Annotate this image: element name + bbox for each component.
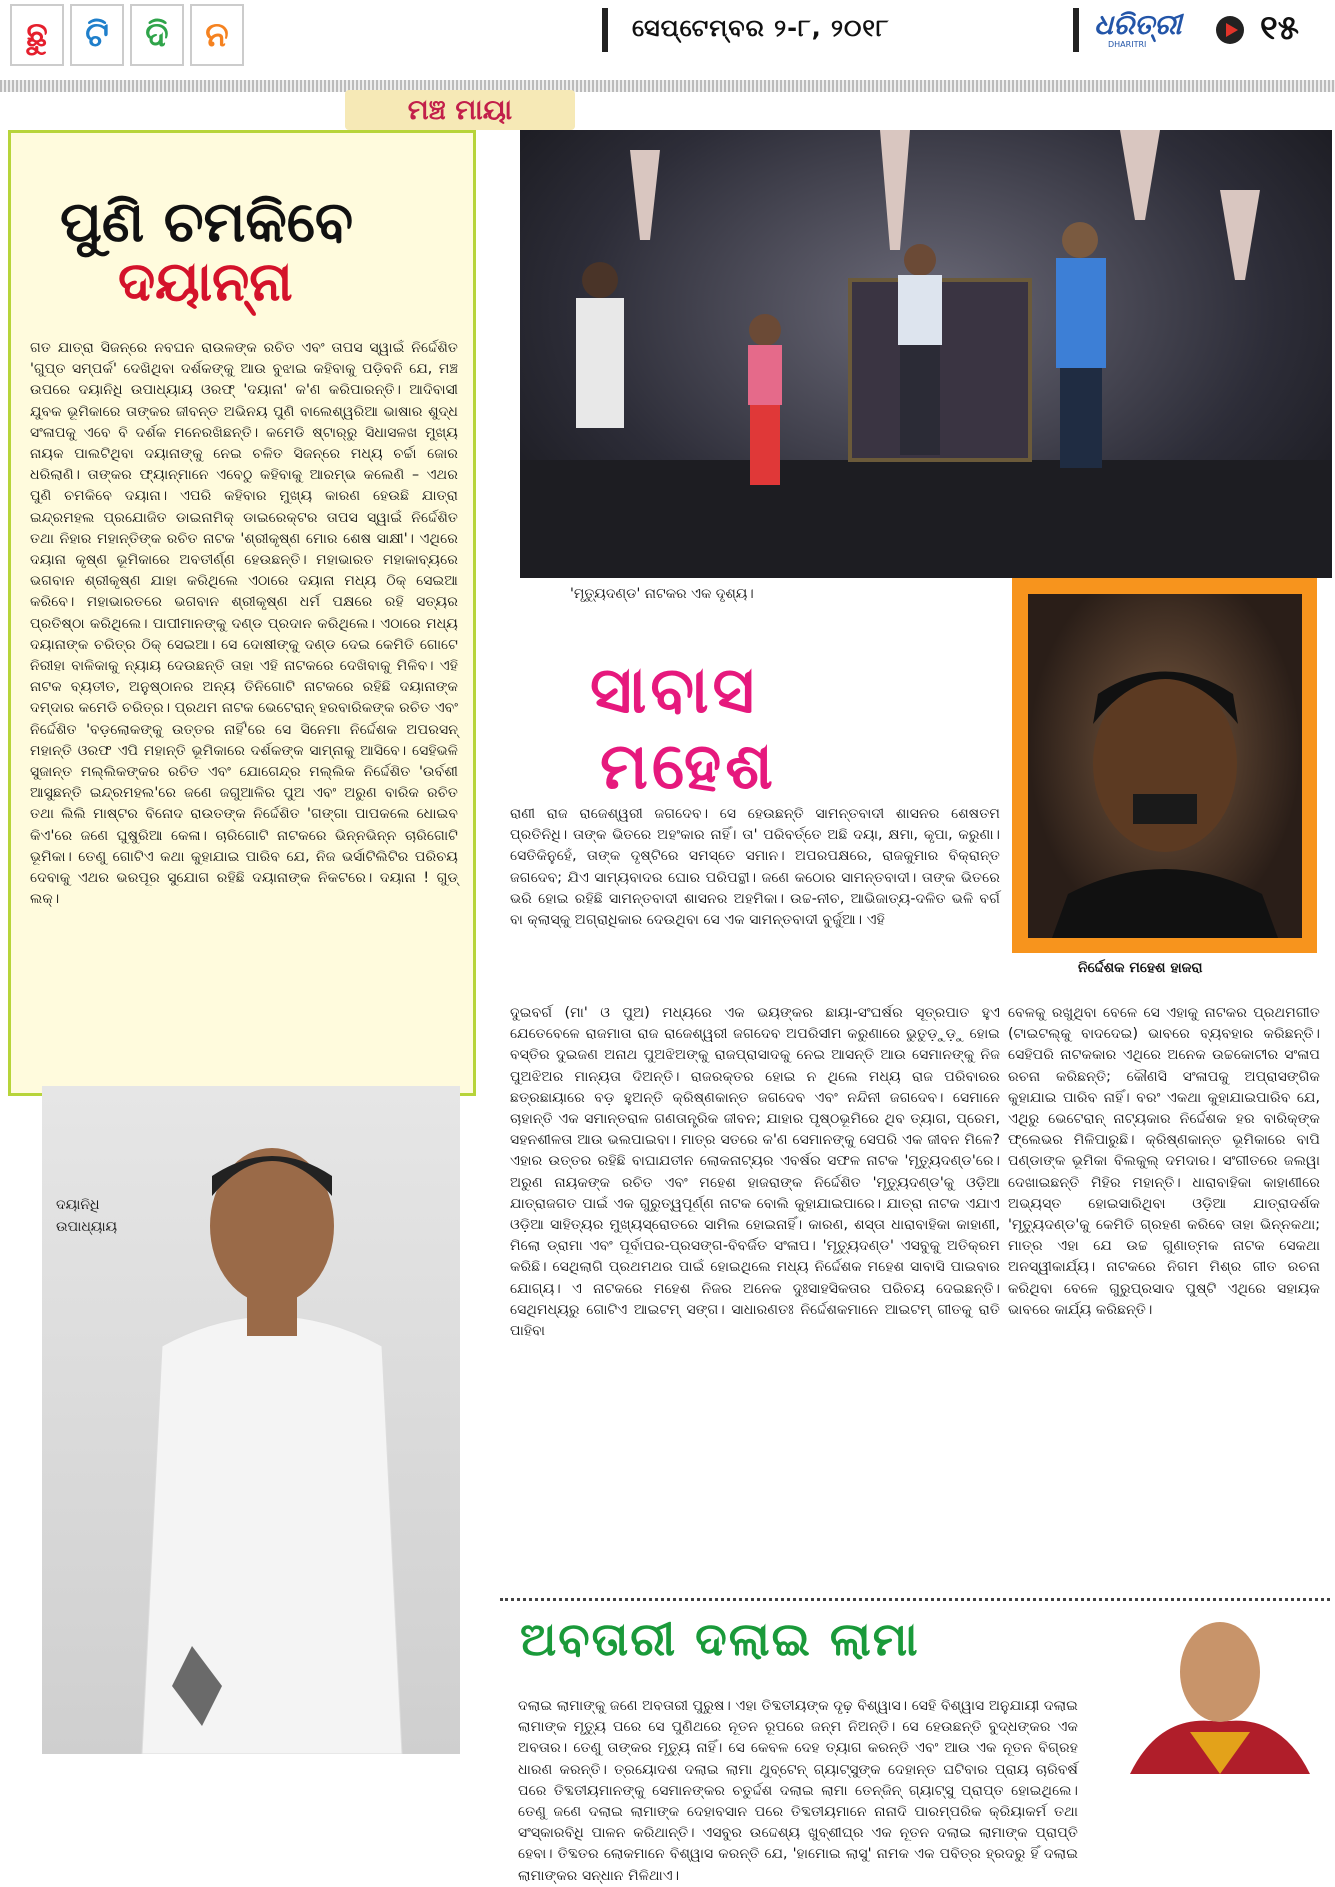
left-story-body <box>30 338 458 910</box>
section-tag: ମଞ୍ଚ ମାୟା <box>345 90 575 130</box>
actor-photo-caption <box>56 1194 117 1238</box>
bottom-story-body <box>518 1696 1078 1887</box>
caption-line: ଉପାଧ୍ୟାୟ <box>56 1219 118 1235</box>
director-figure <box>1028 594 1302 938</box>
director-portrait <box>1028 594 1302 938</box>
stage-scene <box>520 130 1332 578</box>
play-icon <box>1216 16 1244 44</box>
main-story-body-top <box>510 804 1000 931</box>
brand-letter-3: ଦି <box>130 4 184 66</box>
brand-letter-2: ଟି <box>70 4 124 66</box>
issue-date: ସେପ୍ଟେମ୍ବର ୨-୮, ୨୦୧୮ <box>632 14 890 42</box>
actor-figure <box>42 1086 460 1754</box>
bottom-story-text: ଦଲାଇ ଲାମାଙ୍କୁ ଜଣେ ଅବତାରୀ ପୁରୁଷ। ଏହା ତିବ୍ଦତୀୟଙ୍କ ଦୃଢ଼ ବିଶ୍ୱାସ। ସେହି ବିଶ୍ୱାସ ଅନୁଯାୟୀ ଦଲାଇ ଲାମାଙ୍କ ମୃତ୍ୟୁ ପରେ ସେ ପୁଣିଥରେ ନୂତନ ରୂପରେ ଜନ୍ମ ନିଅନ୍ତି। ସେ ହେଉଛନ୍ତି ବୁଦ୍ଧଙ୍କର ଏକ ଅବତାର। ତେଣୁ ତାଙ୍କର ମୃତ୍ୟୁ ନାହିଁ। ସେ କେବଳ ଦେହ ତ୍ୟାଗ କରନ୍ତି ଏବଂ ଆଉ ଏକ ନୂତନ ବିଗ୍ରହ ଧାରଣ କରନ୍ତି। ତ୍ରୟୋଦଶ ଦଲାଇ ଲାମା ଥୁବ୍‌ଟେନ୍ ଗ୍ୟାଟ୍ସୁଙ୍କ ଦେହାନ୍ତ ଘଟିବାର ପ୍ରାୟ ଚାରିବର୍ଷ ପରେ ତିବ୍ଦତୀୟମାନଙ୍କୁ ସେମାନଙ୍କର ଚତୁର୍ଦ୍ଦଶ ଦଲାଇ ଲାମା ତେନ୍‌ଜିନ୍ ଗ୍ୟାଟ୍ସୁ ପ୍ରାପ୍ତ ହୋଇଥିଲେ। ତେଣୁ ଜଣେ ଦଲାଇ ଲାମାଙ୍କ ଦେହାବସାନ ପରେ ତିବ୍ଦତୀୟମାନେ ନାନାଦି ପାରମ୍ପରିକ କ୍ରିୟାକର୍ମ ତଥା ସଂସ୍କାରବିଧି ପାଳନ କରିଥାନ୍ତି। ଏସବୁର ଉଦ୍ଦେଶ୍ୟ ଖୁବ୍‌ଶୀଘ୍ର ଏକ ନୂତନ ଦଲାଇ ଲାମାଙ୍କ ପ୍ରାପ୍ତି ହେବା। ତିବ୍ଦତର ଲୋକମାନେ ବିଶ୍ୱାସ କରନ୍ତି ଯେ, 'ହାମୋଇ ଲାସୁ' ନାମକ ଏକ ପବିତ୍ର ହ୍ରଦରୁ ହିଁ ଦଲାଇ ଲାମାଙ୍କର ସନ୍ଧାନ ମିଳିଥାଏ। <box>518 1698 1078 1884</box>
section-divider <box>500 1598 1330 1601</box>
dalai-lama-photo <box>1090 1612 1330 1774</box>
main-story-body-right <box>1008 1003 1320 1321</box>
page-number: ୧୫ <box>1260 8 1299 48</box>
director-portrait-caption: ନିର୍ଦ୍ଦେଶକ ମହେଶ ହାଜରା <box>1078 960 1203 976</box>
header-rule <box>0 80 1335 92</box>
stage-photo-caption: 'ମୃତ୍ୟୁଦଣ୍ଡ' ନାଟକର ଏକ ଦୃଶ୍ୟ। <box>570 586 754 602</box>
stage-scene-photo <box>520 130 1332 578</box>
left-story-text: ଗତ ଯାତ୍ରା ସିଜନ୍‌ରେ ନବଘନ ରାଉଳଙ୍କ ରଚିତ ଏବଂ ତାପସ ସ୍ୱାଇଁ ନିର୍ଦ୍ଦେଶିତ 'ଗୁପ୍ତ ସମ୍ପର୍କ' ଦେଖିଥିବା ଦର୍ଶକଙ୍କୁ ଆଉ ବୁଝାଇ କହିବାକୁ ପଡ଼ିବନି ଯେ, ମଞ୍ଚ ଉପରେ ଦୟାନିଧି ଉପାଧ୍ୟାୟ ଓରଫ୍ 'ଦୟାନା' କ'ଣ କରିପାରନ୍ତି। ଆଦିବାସୀ ଯୁବକ ଭୂମିକାରେ ତାଙ୍କର ଜୀବନ୍ତ ଅଭିନୟ ପୁଣି ବାଲେଶ୍ୱରିଆ ଭାଷାର ଶୁଦ୍ଧ ସଂଳାପକୁ ଏବେ ବି ଦର୍ଶକ ମନେରଖିଛନ୍ତି। କମେଡି ଷ୍ଟାର୍‌ରୁ ସିଧାସଳଖ ମୁଖ୍ୟ ନାୟକ ପାଲଟିଥିବା ଦୟାନାଙ୍କୁ ନେଇ ଚଳିତ ସିଜନ୍‌ରେ ମଧ୍ୟ ଚର୍ଚ୍ଚା ଜୋର ଧରିଲାଣି। ତାଙ୍କର ଫ୍ୟାନ୍‌ମାନେ ଏବେଠୁ କହିବାକୁ ଆରମ୍ଭ କଲେଣି – ଏଥର ପୁଣି ଚମକିବେ ଦୟାନା। ଏପରି କହିବାର ମୁଖ୍ୟ କାରଣ ହେଉଛି ଯାତ୍ରା ଇନ୍ଦ୍ରମହଲ ପ୍ରଯୋଜିତ ଡାଇନାମିକ୍ ଡାଇରେକ୍ଟର ତାପସ ସ୍ୱାଇଁ ନିର୍ଦ୍ଦେଶିତ ତଥା ନିହାର ମହାନ୍ତିଙ୍କ ରଚିତ ନାଟକ 'ଶ୍ରୀକୃଷ୍ଣ ମୋର ଶେଷ ସାକ୍ଷୀ'। ଏଥିରେ ଦୟାନା କୃଷ୍ଣ ଭୂମିକାରେ ଅବତୀର୍ଣ୍ଣ ହେଉଛନ୍ତି। ମହାଭାରତ ମହାକାବ୍ୟରେ ଭଗବାନ ଶ୍ରୀକୃଷ୍ଣ ଯାହା କରିଥିଲେ ଏଠାରେ ଦୟାନା ମଧ୍ୟ ଠିକ୍ ସେଇଆ କରିବେ। ମହାଭାରତରେ ଭଗବାନ ଶ୍ରୀକୃଷ୍ଣ ଧର୍ମ ପକ୍ଷରେ ରହି ସତ୍ୟର ପ୍ରତିଷ୍ଠା କରିଥିଲେ। ପାପୀମାନଙ୍କୁ ଦଣ୍ଡ ପ୍ରଦାନ କରିଥିଲେ। ଏଠାରେ ମଧ୍ୟ ଦୟାନାଙ୍କ ଚରିତ୍ର ଠିକ୍ ସେଇଆ। ସେ ଦୋଷୀଙ୍କୁ ଦଣ୍ଡ ଦେଇ କେମିତି ଗୋଟେ ନିରୀହା ବାଳିକାକୁ ନ୍ୟାୟ ଦେଉଛନ୍ତି ତାହା ଏହି ନାଟକରେ ଦେଖିବାକୁ ମିଳିବ। ଏହି ନାଟକ ବ୍ୟତୀତ, ଅନୁଷ୍ଠାନର ଅନ୍ୟ ତିନିଗୋଟି ନାଟକରେ ରହିଛି ଦୟାନାଙ୍କ ଦମ୍‌ଦାର କମେଡି ଚରିତ୍ର। ପ୍ରଥମ ନାଟକ ଭେଟେରାନ୍ ହରବାରିକଙ୍କ ରଚିତ ଏବଂ ନିର୍ଦ୍ଦେଶିତ 'ବଡ଼ଲୋକଙ୍କୁ ଉତ୍ତର ନାହିଁ'ରେ ସେ ସିନେମା ନିର୍ଦ୍ଦେଶକ ଅପରସନ୍ ମହାନ୍ତି ଓରଫ ଏପି ମହାନ୍ତି ଭୂମିକାରେ ଦର୍ଶକଙ୍କ ସାମ୍ନାକୁ ଆସିବେ। ସେହିଭଳି ସୁଜାନ୍ତ ମଲ୍ଲିକଙ୍କର ରଚିତ ଏବଂ ଯୋଗେନ୍ଦ୍ର ମଲ୍ଲିକ ନିର୍ଦ୍ଦେଶିତ 'ଉର୍ବଶୀ ଆସୁଛନ୍ତି ଇନ୍ଦ୍ରମହଲ'ରେ ଜଣେ ଜଗୁଆଳିର ପୁଅ ଏବଂ ଅରୁଣ ବାରିକ ରଚିତ ତଥା ଲିଲି ମାଷ୍ଟର ବିନୋଦ ରାଉତଙ୍କ ନିର୍ଦ୍ଦେଶିତ 'ଗଙ୍ଗା ପାପକଲେ ଧୋଇବ କିଏ'ରେ ଜଣେ ଘୁଷୁରିଆ କେଳା। ଚାରିଗୋଟି ନାଟକରେ ଭିନ୍ନଭିନ୍ନ ଚାରିଗୋଟି ଭୂମିକା। ତେଣୁ ଗୋଟିଏ କଥା କୁହାଯାଇ ପାରିବ ଯେ, ନିଜ ଭର୍ସାଟିଲିଟିର ପରିଚୟ ଦେବାକୁ ଏଥର ଭରପୂର ସୁଯୋଗ ରହିଛି ଦୟାନାଙ୍କ ନିକଟରେ। ଦୟାନା ! ଗୁଡ୍ ଲକ୍। <box>30 340 459 908</box>
actor-photo <box>42 1086 460 1754</box>
main-story-body-bottom <box>510 1003 1000 1342</box>
publication-logo: ଧରିତ୍ରୀ <box>1094 8 1182 41</box>
main-story-text: ବେଳକୁ ରଖୁଥିବା ବେଳେ ସେ ଏହାକୁ ନାଟକର ପ୍ରଥମଗୀତ (ଟାଇଟଲ୍‌କୁ ବାଦଦେଇ) ଭାବରେ ବ୍ୟବହାର କରିଛନ୍ତି। ସେହିପରି ନାଟକକାର ଏଥିରେ ଅନେକ ଉଚ୍ଚକୋଟୀର ସଂଳାପ ରଚନା କରିଛନ୍ତି; କୌଣସି ସଂଳାପକୁ ଅପ୍ରାସଙ୍ଗିକ କୁହାଯାଇ ପାରିବ ନାହିଁ। ବରଂ ଏକଥା କୁହାଯାଇପାରିବ ଯେ, ଏଥିରୁ ଭେଟେରାନ୍ ନାଟ୍ୟକାର ନିର୍ଦ୍ଦେଶକ ହର ବାରିକ୍‌ଙ୍କ ଫ୍ଲେଭର ମିଳିପାରୁଛି। କ୍ରିଷ୍ଣକାନ୍ତ ଭୂମିକାରେ ବାପି ପଣ୍ଡାଙ୍କ ଭୂମିକା ବିଲକୁଲ୍ ଦମଦାର। ସଂଗୀତରେ ଜଲୱା ଦେଖାଇଛନ୍ତି ମିହିର ମହାନ୍ତି। ଧାରାବାହିକା କାହାଣୀରେ ଅଭ୍ୟସ୍ତ ହୋଇସାରିଥିବା ଓଡ଼ିଆ ଯାତ୍ରାଦର୍ଶକ 'ମୃତ୍ୟୁଦଣ୍ଡ'କୁ କେମିତି ଗ୍ରହଣ କରିବେ ତାହା ଭିନ୍ନକଥା; ମାତ୍ର ଏହା ଯେ ଉଚ୍ଚ ଗୁଣାତ୍ମକ ନାଟକ ସେକଥା ଅନସ୍ୱୀକାର୍ଯ୍ୟ। ନାଟକରେ ନିଗମ ମିଶ୍ର ଗୀତ ରଚନା କରିଥିବା ବେଳେ ଗୁରୁପ୍ରସାଦ ପୁଷ୍ଟି ଏଥିରେ ସହାୟକ ଭାବରେ କାର୍ଯ୍ୟ କରିଛନ୍ତି। <box>1008 1005 1320 1318</box>
main-headline-line1: ସାବାସ <box>590 654 759 728</box>
dalai-lama-figure <box>1090 1612 1330 1774</box>
caption-line: ଦୟାନିଧି <box>56 1197 100 1213</box>
brand-letter-4: ନ <box>190 4 244 66</box>
left-headline-line2: ଦୟାନ୍ନା <box>118 250 293 313</box>
publication-logo-sub: DHARITRI <box>1108 40 1147 49</box>
main-story-text: ରାଣୀ ରାଜ ରାଜେଶ୍ୱରୀ ଜଗଦେବ। ସେ ହେଉଛନ୍ତି ସାମନ୍ତବାଦୀ ଶାସନର ଶେଷତମ ପ୍ରତିନିଧି। ତାଙ୍କ ଭିତରେ ଅହଂକାର ନାହିଁ। ତା' ପରିବର୍ତ୍ତେ ଅଛି ଦୟା, କ୍ଷମା, କୃପା, କରୁଣା। ସେତିକିନୁହେଁ, ତାଙ୍କ ଦୃଷ୍ଟିରେ ସମସ୍ତେ ସମାନ। ଅପରପକ୍ଷରେ, ରାଜକୁମାର ବିକ୍ରାନ୍ତ ଜଗଦେବ; ଯିଏ ସାମ୍ୟବାଦର ଘୋର ପରିପନ୍ଥୀ। ଜଣେ କଠୋର ସାମନ୍ତବାଦୀ। ତାଙ୍କ ଭିତରେ ଭରି ହୋଇ ରହିଛି ସାମନ୍ତବାଦୀ ଶାସନର ଅହମିକା। ଉଚ୍ଚ-ନୀଚ, ଆଭିଜାତ୍ୟ-ଦଳିତ ଭଳି ବର୍ଗ ବା କ୍ଲାସ୍‌କୁ ଅଗ୍ରାଧିକାର ଦେଉଥିବା ସେ ଏକ ସାମନ୍ତବାଦୀ ବୁର୍ଜୁଆ। ଏହି <box>510 806 1000 929</box>
brand-letter-1: ଛୁ <box>10 4 64 66</box>
bottom-headline: ଅବତାରୀ ଦଲାଇ ଲାମା <box>520 1612 920 1666</box>
header-divider <box>602 8 608 52</box>
left-headline-line1: ପୁଣି ଚମକିବେ <box>60 190 354 255</box>
newspaper-brand <box>10 4 244 66</box>
main-headline-line2: ମହେଶ <box>600 730 777 804</box>
header-divider <box>1073 8 1079 52</box>
main-story-text: ଦୁଇବର୍ଗ (ମା' ଓ ପୁଅ) ମଧ୍ୟରେ ଏକ ଭୟଙ୍କର ଛାୟା-ସଂଘର୍ଷର ସୂତ୍ରପାତ ହୁଏ ଯେତେବେଳେ ରାଜମାତା ରାଜ ରାଜେଶ୍ୱରୀ ଜଗଦେବ ଅପରିସୀମ କରୁଣାରେ ଭୁତୁଡ଼ୁଡ଼ୁ ହୋଇ ବସ୍ତିର ଦୁଇଜଣ ଅନାଥ ପୁଅଝିଅଙ୍କୁ ରାଜପ୍ରାସାଦକୁ ନେଇ ଆସନ୍ତି ଆଉ ସେମାନଙ୍କୁ ନିଜ ପୁଅଝିଅର ମାନ୍ୟତା ଦିଅନ୍ତି। ରାଜରକ୍ତର ହୋଇ ନ ଥିଲେ ମଧ୍ୟ ରାଜ ପରିବାରର ଛତ୍ରଛାୟାରେ ବଡ଼ ହୁଅନ୍ତି କ୍ରିଷ୍ଣକାନ୍ତ ଜଗଦେବ ଏବଂ ନନ୍ଦିନୀ ଜଗଦେବ। ସେମାନେ ଚାହାନ୍ତି ଏକ ସମାନ୍ତରାଳ ଗଣତାନ୍ତ୍ରିକ ଜୀବନ; ଯାହାର ପୃଷ୍ଠଭୂମିରେ ଥିବ ତ୍ୟାଗ, ପ୍ରେମ, ସହନଶୀଳତା ଆଉ ଭଲପାଇବା। ମାତ୍ର ସତରେ କ'ଣ ସେମାନଙ୍କୁ ସେପରି ଏକ ଜୀବନ ମିଳେ? ଏହାର ଉତ୍ତର ରହିଛି ବାଘାଯତୀନ ଲୋକନାଟ୍ୟର ଏବର୍ଷର ସଫଳ ନାଟକ 'ମୃତ୍ୟୁଦଣ୍ଡ'ରେ। ଅରୁଣ ନାୟକଙ୍କ ରଚିତ ଏବଂ ମହେଶ ହାଜରାଙ୍କ ନିର୍ଦ୍ଦେଶିତ 'ମୃତ୍ୟୁଦଣ୍ଡ'କୁ ଓଡ଼ିଆ ଯାତ୍ରାଜଗତ ପାଇଁ ଏକ ଗୁରୁତ୍ୱପୂର୍ଣ୍ଣ ନାଟକ ବୋଲି କୁହାଯାଇପାରେ। ଯାତ୍ରା ନାଟକ ଏଯାଏ ଓଡ଼ିଆ ସାହିତ୍ୟର ମୁଖ୍ୟସ୍ରୋତରେ ସାମିଲ ହୋଇନାହିଁ। କାରଣ, ଶସ୍ତା ଧାରାବାହିକା କାହାଣୀ, ମିଲୋ ଡ୍ରାମା ଏବଂ ପୂର୍ବାପର-ପ୍ରସଙ୍ଗ-ବିବର୍ଜିତ ସଂଳାପ। 'ମୃତ୍ୟୁଦଣ୍ଡ' ଏସବୁକୁ ଅତିକ୍ରମ କରିଛି। ସେଥିଲାଗି ପ୍ରଥମଥର ପାଇଁ ହୋଇଥିଲେ ମଧ୍ୟ ନିର୍ଦ୍ଦେଶକ ମହେଶ ସାବାସି ପାଇବାର ଯୋଗ୍ୟ। ଏ ନାଟକରେ ମହେଶ ନିଜର ଅନେକ ଦୁଃସାହସିକତାର ପରିଚୟ ଦେଇଛନ୍ତି। ସେଥିମଧ୍ୟରୁ ଗୋଟିଏ ଆଇଟମ୍ ସଙ୍ଗ। ସାଧାରଣତଃ ନିର୍ଦ୍ଦେଶକମାନେ ଆଇଟମ୍ ଗୀତକୁ ରାତି ପାହିବା <box>510 1005 1000 1340</box>
